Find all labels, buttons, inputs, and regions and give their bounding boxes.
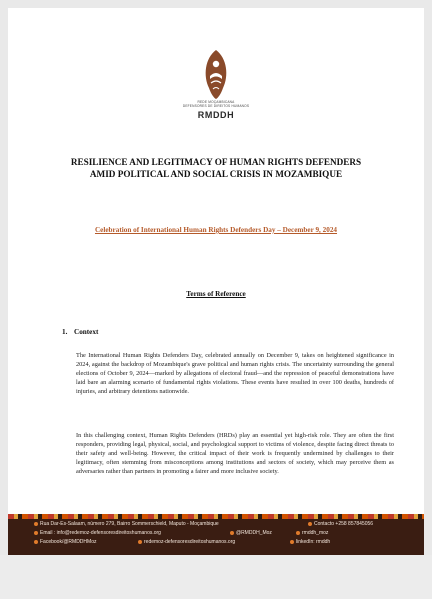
page-gap (0, 555, 432, 599)
email-icon (34, 531, 38, 535)
logo-brand: RMDDH (197, 110, 235, 120)
location-icon (34, 522, 38, 526)
section-number: 1. (62, 328, 68, 336)
title-line-2: AMID POLITICAL AND SOCIAL CRISIS IN MOZAMBIQUE (89, 169, 343, 179)
context-paragraph-2: In this challenging context, Human Rights Defenders (HRDs) play an essential yet high-risk role. They are often the first responders, providing legal, physical, social, and psychological support to victims of violence, despite facing direct threats to their safety and well-being. However, the critical impact of their work is frequently undermined by challenges to their legitimacy, often stemming from misconceptions among institutions and sectors of society, which may perceive them as adversaries rather than partners in promoting a fairer and more inclusive society. (76, 432, 394, 475)
context-paragraph-1: The International Human Rights Defenders Day, celebrated annually on December 9, takes on heightened significance in 2024, against the backdrop of Mozambique's grave political and human rights crisis. The uncertainty surrounding the general elections of October 9, 2024—marked by allegations of electoral fraud—and the repression of peaceful demonstrations have laid bare an alarming scenario of fundamental rights violations. These events have resulted in over 100 deaths, hundreds of injuries, and arbitrary detentions nationwide. (76, 352, 394, 395)
logo-tagline-2: DEFENSORES DE DIREITOS HUMANOS (182, 104, 250, 108)
shield-logo-icon (201, 48, 231, 100)
footer-email[interactable]: Email : info@redemoz-defensoresdireitoshumanos.org (40, 530, 161, 536)
footer-facebook[interactable]: Facebook/@RMDDHMoz (40, 539, 97, 545)
phone-icon (308, 522, 312, 526)
linkedin-icon (290, 540, 294, 544)
facebook-icon (34, 540, 38, 544)
document-footer (8, 514, 424, 555)
globe-icon (138, 540, 142, 544)
document-page (8, 8, 424, 555)
document-title (28, 156, 404, 180)
footer-website[interactable]: redemoz-defensoresdireitoshumanos.org (144, 539, 236, 545)
footer-contact: Contacto +258 857845056 (314, 521, 374, 527)
terms-of-reference-heading: Terms of Reference (186, 290, 246, 298)
event-subtitle: Celebration of International Human Rights Defenders Day – December 9, 2024 (94, 226, 338, 234)
logo-tagline-1: REDE MOÇAMBICANA (197, 100, 235, 104)
footer-twitter[interactable]: @RMDDH_Moz (236, 530, 272, 536)
footer-instagram[interactable]: rmddh_moz (302, 530, 329, 536)
instagram-icon (296, 531, 300, 535)
section-title: Context (74, 328, 99, 336)
footer-linkedin[interactable]: linkedIn: rmddh (296, 539, 331, 545)
logo (8, 48, 424, 120)
footer-address: Rua Dar-Es-Salaam, número 279, Bairro Sommerschield, Maputo - Moçambique (40, 521, 219, 527)
title-line-1: RESILIENCE AND LEGITIMACY OF HUMAN RIGHTS DEFENDERS (70, 157, 362, 167)
footer-pattern-stripe (8, 514, 424, 519)
twitter-icon (230, 531, 234, 535)
